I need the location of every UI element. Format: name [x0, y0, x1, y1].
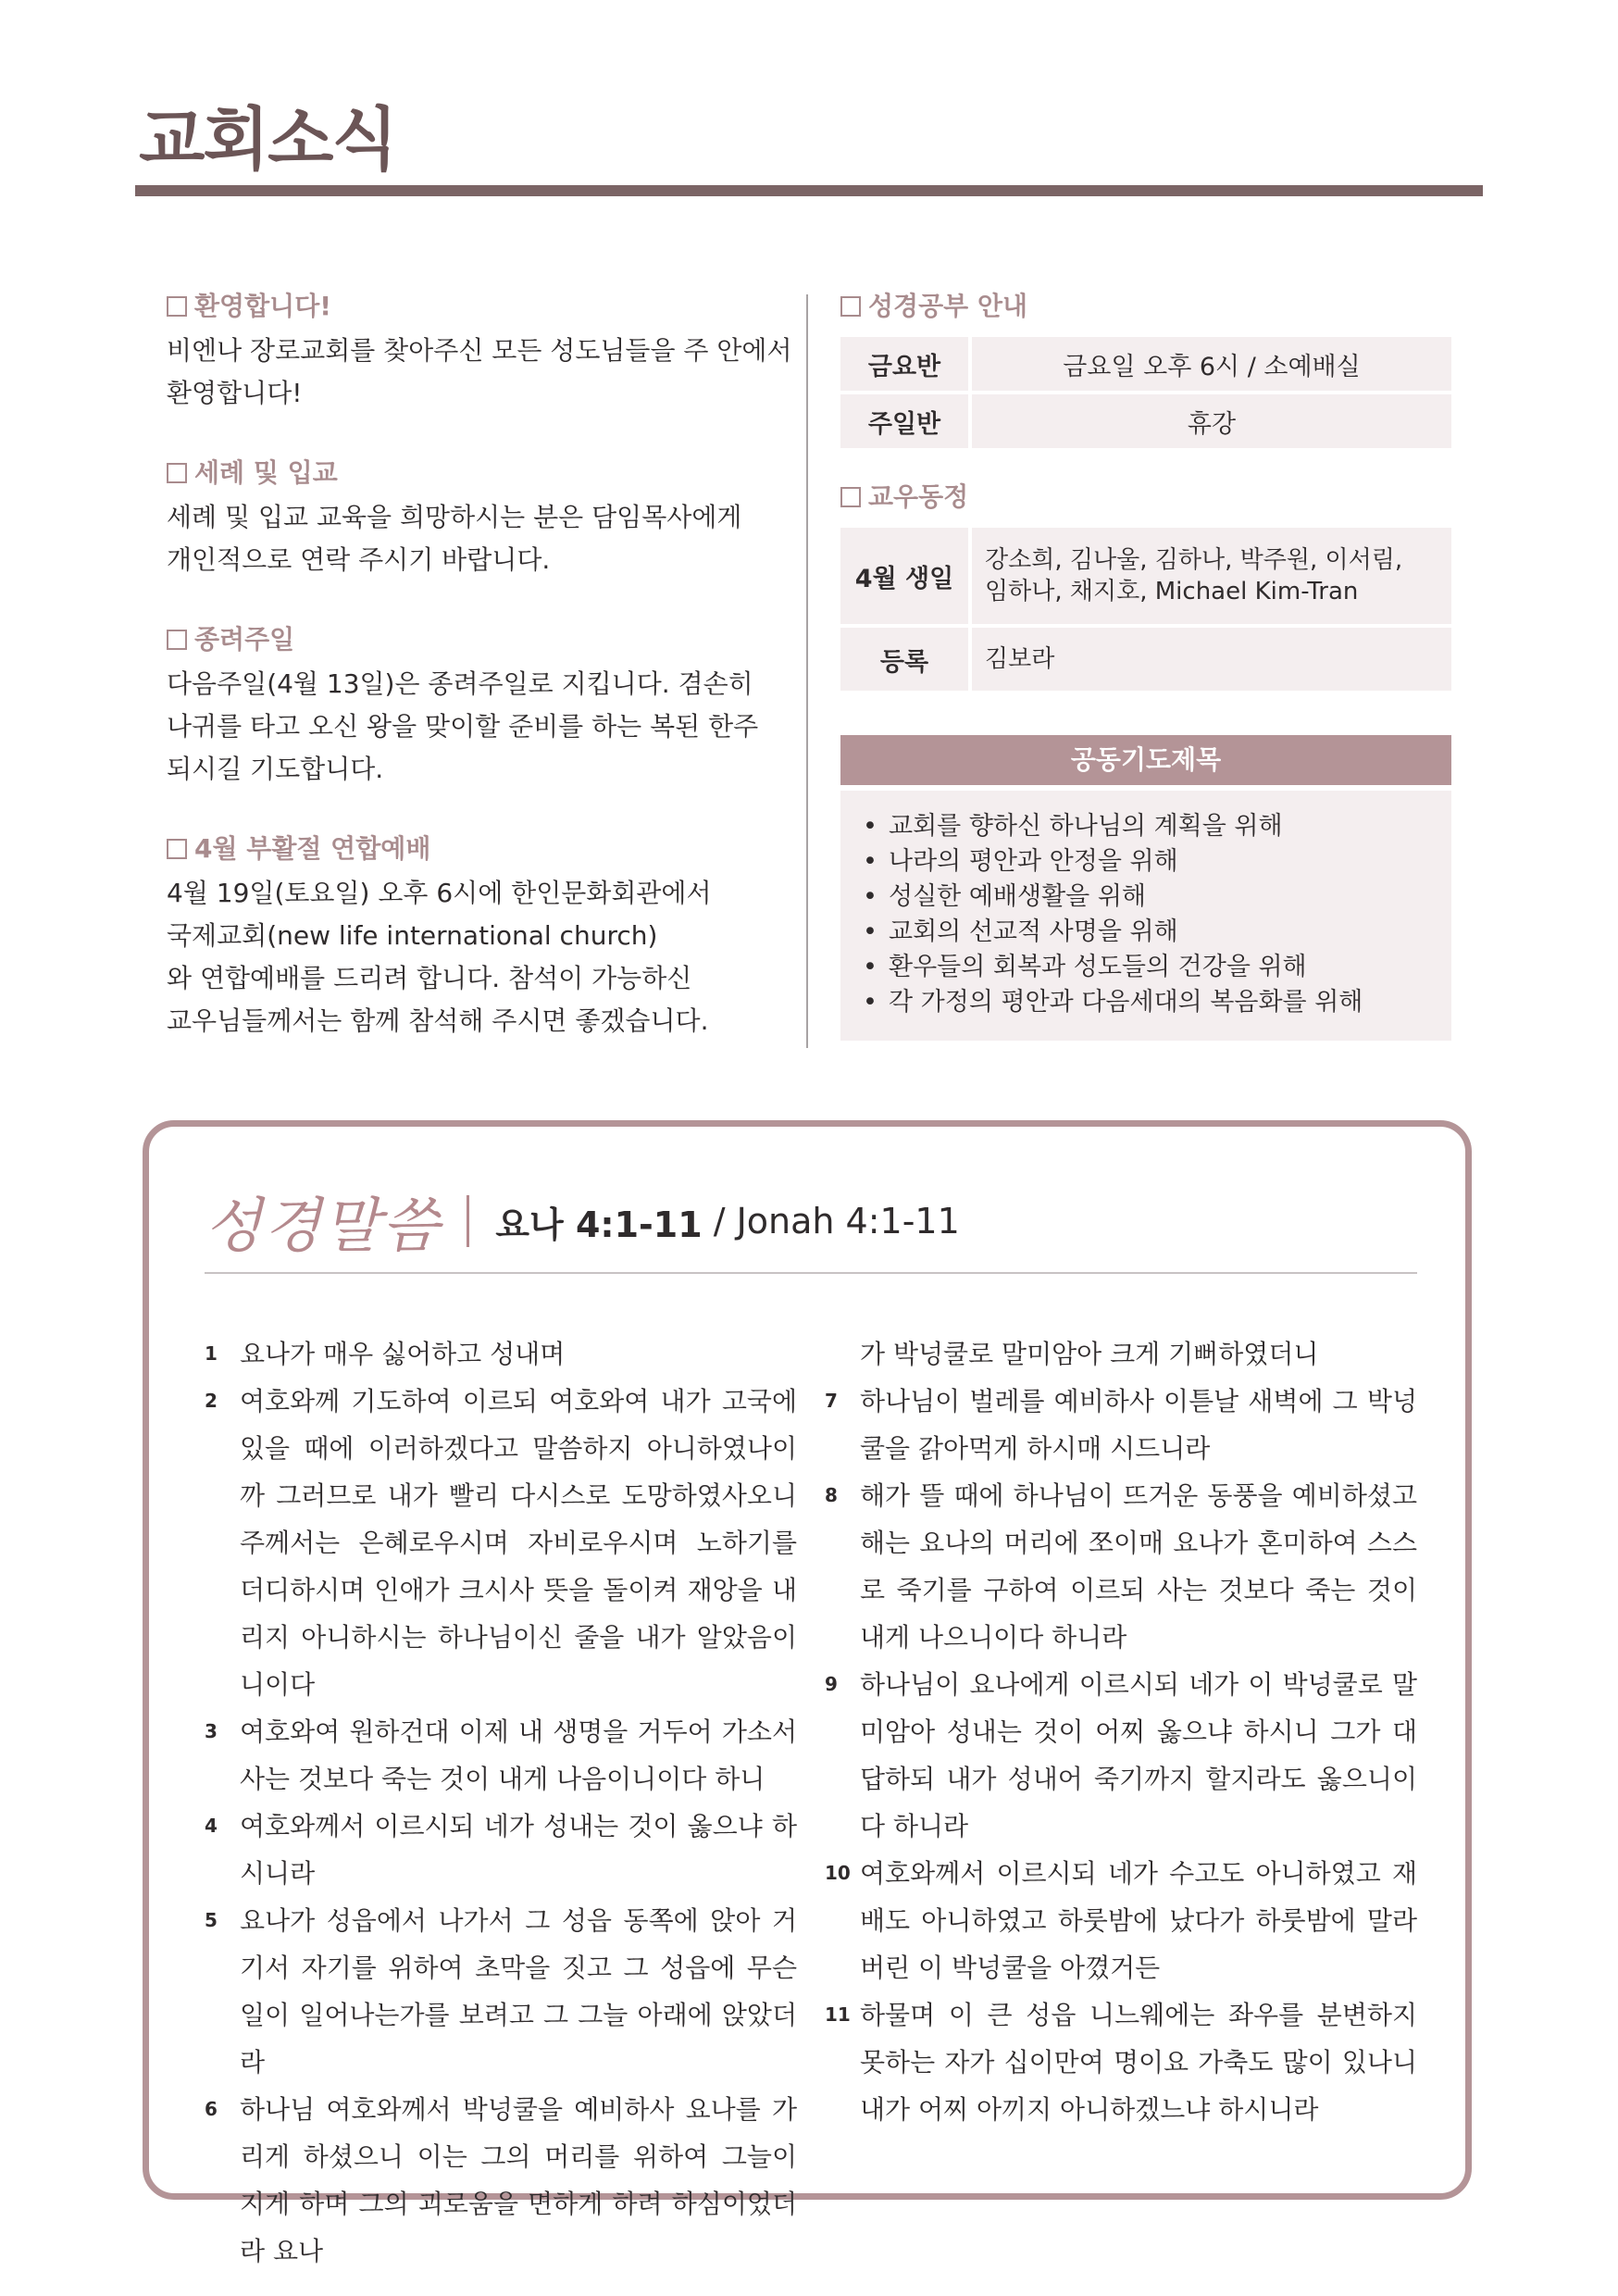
scripture-rule — [205, 1272, 1417, 1274]
title-rule — [135, 185, 1483, 196]
row-value: 휴강 — [972, 394, 1451, 448]
verse-number: 1 — [205, 1342, 218, 1365]
checkbox-square-icon — [167, 630, 187, 650]
verse — [825, 1472, 1417, 1661]
list-item — [863, 880, 1429, 915]
scripture-reference-en: / Jonah 4:1-11 — [713, 1201, 960, 1242]
item-text: 나라의 평안과 안정을 위해 — [889, 847, 1178, 876]
verse-number: 4 — [205, 1815, 218, 1837]
verse-number: 5 — [205, 1909, 218, 1931]
body-line: 세례 및 입교 교육을 희망하시는 분은 담임목사에게 — [167, 502, 742, 532]
verse-number: 9 — [825, 1673, 838, 1695]
item-text: 환우들의 회복과 성도들의 건강을 위해 — [889, 953, 1307, 981]
announcements-column — [167, 289, 796, 1083]
table-row — [840, 528, 1451, 624]
list-item — [863, 809, 1429, 844]
value-line: 강소희, 김나울, 김하나, 박주원, 이서림, — [985, 546, 1403, 574]
verse — [205, 1803, 797, 1897]
verse — [825, 1330, 1417, 1378]
section-heading: 종려주일 — [194, 624, 295, 655]
verse — [205, 1708, 797, 1803]
title-divider — [467, 1195, 469, 1247]
verse — [825, 1850, 1417, 1991]
members-news-table — [840, 524, 1451, 694]
body-line: 교우님들께서는 함께 참석해 주시면 좋겠습니다. — [167, 1005, 709, 1036]
body-line: 비엔나 장로교회를 찾아주신 모든 성도님들을 주 안에서 — [167, 335, 792, 366]
bullet-icon: • — [863, 847, 877, 876]
prayer-header: 공동기도제목 — [840, 735, 1451, 785]
verse-column-2 — [825, 1330, 1417, 2133]
scripture-reference: 요나 4:1-11 — [495, 1204, 703, 1245]
verse-text: 여호와께서 이르시되 네가 성내는 것이 옳으냐 하시니라 — [240, 1811, 797, 1889]
verse-text: 여호와여 원하건대 이제 내 생명을 거두어 가소서 사는 것보다 죽는 것이 내게 나음이니이다 하니 — [240, 1716, 797, 1794]
scripture-title: 성경말씀 — [205, 1192, 442, 1261]
bullet-icon: • — [863, 988, 877, 1017]
info-column — [840, 289, 1451, 1041]
checkbox-square-icon — [840, 487, 861, 507]
bullet-icon: • — [863, 917, 877, 946]
body-line: 국제교회(new life international church) — [167, 920, 658, 951]
verse — [205, 1378, 797, 1708]
verse — [205, 1897, 797, 2086]
verse — [825, 1378, 1417, 1472]
verse-text: 요나가 성읍에서 나가서 그 성읍 동쪽에 앉아 거기서 자기를 위하여 초막을 짓고 그 성읍에 무슨 일이 일어나는가를 보려고 그 그늘 아래에 앉았더라 — [240, 1905, 797, 2078]
row-label: 주일반 — [840, 394, 972, 448]
verse-number: 8 — [825, 1484, 838, 1506]
verse-text: 하나님이 요나에게 이르시되 네가 이 박넝쿨로 말미암아 성내는 것이 어찌 옳으냐 하시니 그가 대답하되 내가 성내어 죽기까지 할지라도 옳으니이다 하니라 — [860, 1669, 1417, 1841]
list-item — [863, 985, 1429, 1020]
verse-number — [825, 1330, 860, 1378]
section-heading: 세례 및 입교 — [194, 457, 338, 488]
bible-study-table — [840, 333, 1451, 452]
verse-number: 6 — [205, 2098, 218, 2120]
body-line: 4월 19일(토요일) 오후 6시에 한인문화회관에서 — [167, 878, 712, 908]
body-line: 개인적으로 연락 주시기 바랍니다. — [167, 544, 551, 575]
item-text: 각 가정의 평안과 다음세대의 복음화를 위해 — [889, 988, 1363, 1017]
column-divider — [806, 294, 808, 1048]
item-text: 교회를 향하신 하나님의 계획을 위해 — [889, 812, 1283, 841]
body-line: 나귀를 타고 오신 왕을 맞이할 준비를 하는 복된 한주 — [167, 711, 759, 742]
verse-text: 요나가 매우 싫어하고 성내며 — [240, 1339, 566, 1369]
announcement-palm-sunday — [167, 622, 796, 791]
body-line: 다음주일(4월 13일)은 종려주일로 지킵니다. 겸손히 — [167, 668, 753, 699]
list-item — [863, 950, 1429, 985]
row-value — [972, 528, 1451, 624]
verse — [825, 1661, 1417, 1850]
row-label: 등록 — [840, 628, 972, 691]
announcement-easter-service — [167, 831, 796, 1042]
row-value — [972, 628, 1451, 691]
announcement-welcome — [167, 289, 796, 415]
body-line: 와 연합예배를 드리려 합니다. 참석이 가능하신 — [167, 963, 692, 993]
list-item — [863, 915, 1429, 950]
item-text: 교회의 선교적 사명을 위해 — [889, 917, 1178, 946]
verse-number: 7 — [825, 1390, 838, 1412]
verse-number: 10 — [825, 1862, 851, 1884]
row-label: 금요반 — [840, 337, 972, 391]
verse-text: 여호와께 기도하여 이르되 여호와여 내가 고국에 있을 때에 이러하겠다고 말씀하지 아니하였나이까 그러므로 내가 빨리 다시스로 도망하였사오니 주께서는 은혜로우시며 자비로우시며 노하기를 더디하시며 인애가 크시사 뜻을 돌이켜 재앙을 내리지 아니하시는 하나님이신 줄을 내가 알았음이니이다 — [240, 1386, 797, 1700]
page-title: 교회소식 — [139, 100, 396, 180]
verse — [205, 2086, 797, 2275]
section-heading: 4월 부활절 연합예배 — [194, 833, 431, 864]
prayer-list — [840, 791, 1451, 1041]
verse-text: 하나님이 벌레를 예비하사 이튿날 새벽에 그 박넝쿨을 갉아먹게 하시매 시드니라 — [860, 1386, 1417, 1464]
checkbox-square-icon — [167, 839, 187, 859]
item-text: 성실한 예배생활을 위해 — [889, 882, 1146, 911]
table-row — [840, 337, 1451, 391]
scripture-header — [205, 1179, 960, 1264]
table-row — [840, 394, 1451, 448]
verse-text: 하나님 여호와께서 박넝쿨을 예비하사 요나를 가리게 하셨으니 이는 그의 머리를 위하여 그늘이 지게 하며 그의 괴로움을 면하게 하려 하심이었더라 요나 — [240, 2094, 797, 2266]
verse — [825, 1991, 1417, 2133]
section-heading: 환영합니다! — [194, 291, 332, 321]
verse-number: 11 — [825, 2003, 851, 2026]
value-line: 임하나, 채지호, Michael Kim-Tran — [985, 578, 1359, 605]
checkbox-square-icon — [840, 296, 861, 317]
verse-text: 여호와께서 이르시되 네가 수고도 아니하였고 재배도 아니하였고 하룻밤에 났다가 하룻밤에 말라 버린 이 박넝쿨을 아꼈거든 — [860, 1858, 1417, 1983]
bullet-icon: • — [863, 812, 877, 841]
body-line: 되시길 기도합니다. — [167, 754, 384, 784]
value-line: 김보라 — [985, 645, 1055, 673]
verse — [205, 1330, 797, 1378]
checkbox-square-icon — [167, 296, 187, 317]
list-item — [863, 844, 1429, 880]
bible-study-heading: 성경공부 안내 — [868, 291, 1028, 321]
verse-number: 2 — [205, 1390, 218, 1412]
body-line: 환영합니다! — [167, 378, 303, 408]
checkbox-square-icon — [167, 463, 187, 483]
announcement-baptism — [167, 455, 796, 581]
table-row — [840, 628, 1451, 691]
verse-text: 하물며 이 큰 성읍 니느웨에는 좌우를 분변하지 못하는 자가 십이만여 명이요 가축도 많이 있나니 내가 어찌 아끼지 아니하겠느냐 하시니라 — [860, 2000, 1417, 2125]
prayer-box — [840, 735, 1451, 1041]
verse-text: 해가 뜰 때에 하나님이 뜨거운 동풍을 예비하셨고 해는 요나의 머리에 쪼이매 요나가 혼미하여 스스로 죽기를 구하여 이르되 사는 것보다 죽는 것이 내게 나으니이다 하니라 — [860, 1480, 1417, 1653]
scripture-box — [143, 1120, 1472, 2266]
verse-text: 가 박넝쿨로 말미암아 크게 기뻐하였더니 — [860, 1339, 1319, 1369]
verse-column-1 — [205, 1330, 797, 2275]
verse-number: 3 — [205, 1720, 218, 1742]
row-value: 금요일 오후 6시 / 소예배실 — [972, 337, 1451, 391]
members-news-heading: 교우동정 — [868, 481, 969, 512]
row-label: 4월 생일 — [840, 528, 972, 624]
bullet-icon: • — [863, 882, 877, 911]
bullet-icon: • — [863, 953, 877, 981]
